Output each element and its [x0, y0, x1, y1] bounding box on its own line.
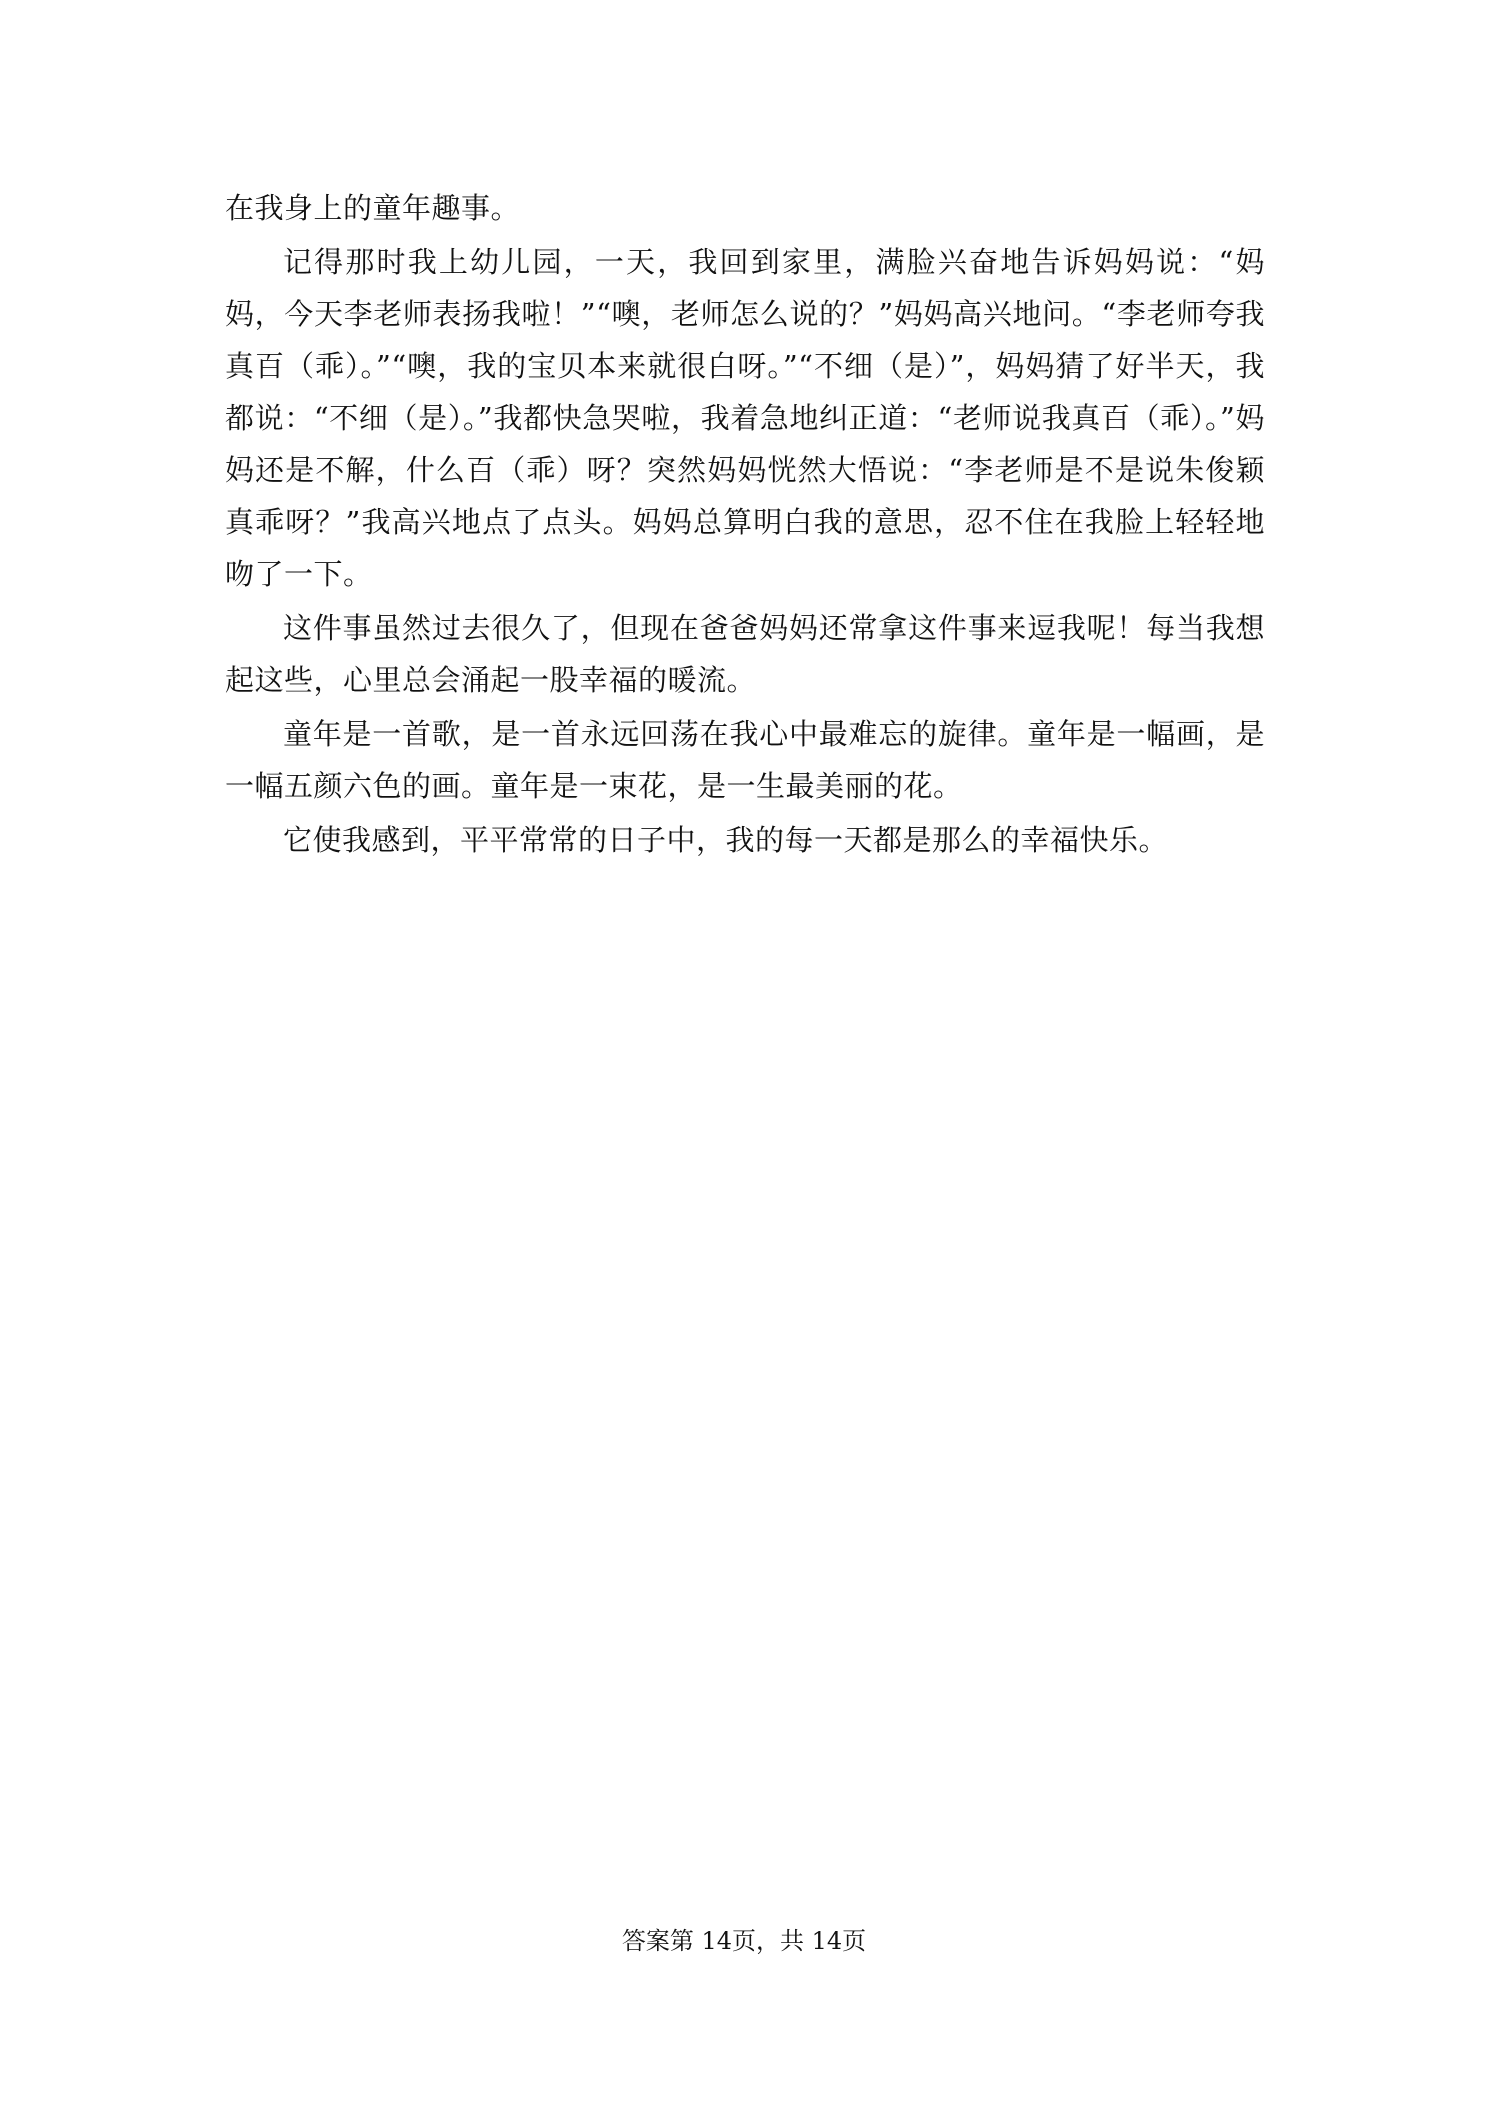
paragraph-childhood-metaphor: 童年是一首歌，是一首永远回荡在我心中最难忘的旋律。童年是一幅画，是一幅五颜六色的画。童年是一束花，是一生最美丽的花。: [225, 717, 1265, 803]
paragraph-kindergarten-story: 记得那时我上幼儿园，一天，我回到家里，满脸兴奋地告诉妈妈说：“妈妈，今天李老师表扬我啦！”“噢，老师怎么说的？”妈妈高兴地问。“李老师夸我真百（乖）。”“噢，我的宝贝本来就很白呀。”“不细（是）”，妈妈猜了好半天，我都说：“不细（是）。”我都快急哭啦，我着急地纠正道：“老师说我真百（乖）。”妈妈还是不解，什么百（乖）呀？突然妈妈恍然大悟说：“李老师是不是说朱俊颖真乖呀？”我高兴地点了点头。妈妈总算明白我的意思，忍不住在我脸上轻轻地吻了一下。: [225, 245, 1265, 591]
answer-text: [225, 182, 1265, 866]
paragraph-continuation: 在我身上的童年趣事。: [225, 191, 521, 225]
paragraph-conclusion: 它使我感到，平平常常的日子中，我的每一天都是那么的幸福快乐。: [283, 823, 1169, 857]
page-footer: 答案第 14页，共 14页: [621, 1927, 867, 1955]
paragraph-memory: 这件事虽然过去很久了，但现在爸爸妈妈还常拿这件事来逗我呢！每当我想起这些，心里总会涌起一股幸福的暖流。: [225, 611, 1265, 697]
